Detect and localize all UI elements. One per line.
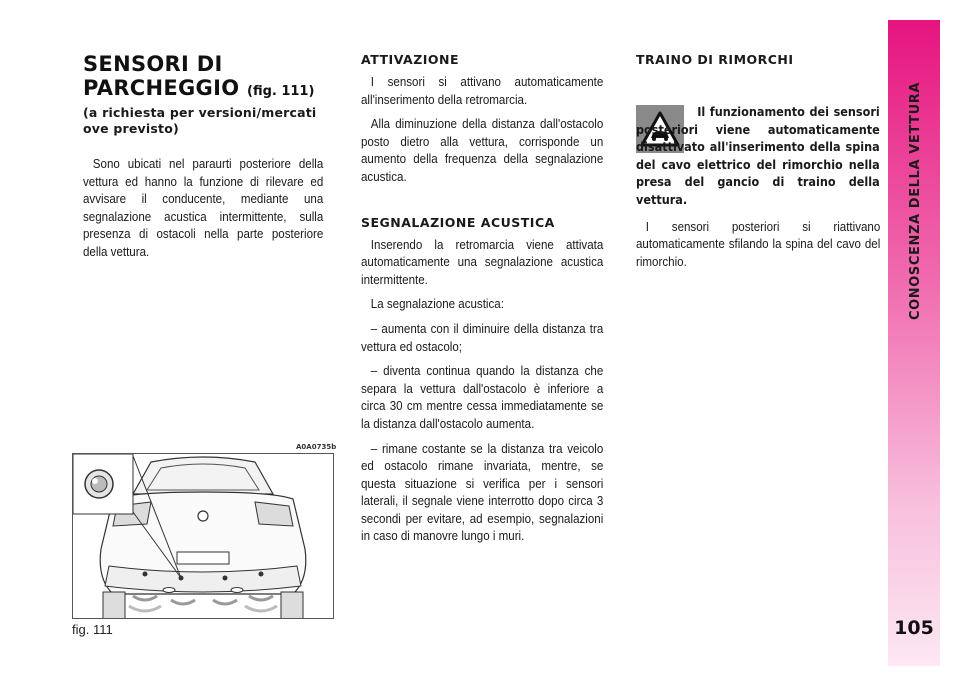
figure-code: A0A0735b bbox=[296, 443, 337, 451]
heading-acoustic-signal: SEGNALAZIONE ACUSTICA bbox=[361, 214, 555, 230]
car-rear-illustration bbox=[73, 454, 334, 619]
paragraph: I sensori posteriori si riattivano automaticamente sfilando la spina del cavo del rimorchio. bbox=[636, 218, 881, 269]
column-trailer-towing bbox=[636, 52, 880, 277]
chapter-title-wrap bbox=[894, 60, 934, 320]
title-line-1: SENSORI DI bbox=[83, 52, 223, 76]
list-item: – rimane costante se la distanza tra veicolo ed ostacolo rimane invariata, mentre, se questa situazione si verifica per i sensori laterali, il segnale viene interrotto dopo circa 3 secondi per evitare, ad esempio, segnalazioni in caso di manovre lungo i muri. bbox=[361, 440, 604, 544]
intro-paragraph: Sono ubicati nel paraurti posteriore della vettura ed hanno la funzione di rilevare ed avvisare il conducente, mediante una segnalazione acustica intermittente, sulla presenza di ostacoli nella parte posteriore della vettura. bbox=[83, 156, 324, 259]
paragraph: Inserendo la retromarcia viene attivata automaticamente una segnalazione acustica intermittente. bbox=[361, 236, 604, 287]
figure-rear-car-sensors bbox=[72, 453, 334, 619]
title-line-2-wrap bbox=[83, 76, 323, 104]
list-item: – diventa continua quando la distanza che separa la vettura dall'ostacolo è inferiore a circa 30 cm mentre cessa immediatamente se la distanza dall'ostacolo aumenta. bbox=[361, 363, 604, 431]
chapter-title: CONOSCENZA DELLA VETTURA bbox=[908, 81, 923, 320]
warning-block bbox=[636, 103, 880, 209]
paragraph: La segnalazione acustica: bbox=[370, 296, 504, 312]
column-activation bbox=[361, 52, 603, 552]
figure-reference: (fig. 111) bbox=[246, 84, 315, 99]
spacer bbox=[361, 193, 603, 215]
figure-caption: fig. 111 bbox=[72, 622, 113, 637]
heading-trailer: TRAINO DI RIMORCHI bbox=[636, 52, 794, 67]
paragraph: I sensori si attivano automaticamente all'inserimento della retromarcia. bbox=[361, 74, 604, 107]
heading-activation: ATTIVAZIONE bbox=[361, 52, 460, 67]
title-line-2: PARCHEGGIO bbox=[83, 76, 240, 100]
section-subtitle: (a richiesta per versioni/mercati ove previsto) bbox=[83, 105, 317, 136]
warning-text: Il funzionamento dei sensori posteriori viene automaticamente disattivato all'inserimento della spina del cavo elettrico del rimorchio nella presa del gancio di traino della vettura. bbox=[636, 104, 880, 207]
chapter-sidebar bbox=[888, 20, 940, 666]
paragraph: Alla diminuzione della distanza dall'ostacolo posto dietro alla vettura, corrisponde un aumento della frequenza della segnalazione acustica. bbox=[361, 116, 604, 184]
section-title bbox=[83, 52, 323, 104]
list-item: – aumenta con il diminuire della distanza tra vettura ed ostacolo; bbox=[361, 320, 604, 354]
column-parking-sensors bbox=[83, 52, 323, 268]
spacer bbox=[83, 137, 323, 155]
page-number: 105 bbox=[894, 617, 934, 639]
